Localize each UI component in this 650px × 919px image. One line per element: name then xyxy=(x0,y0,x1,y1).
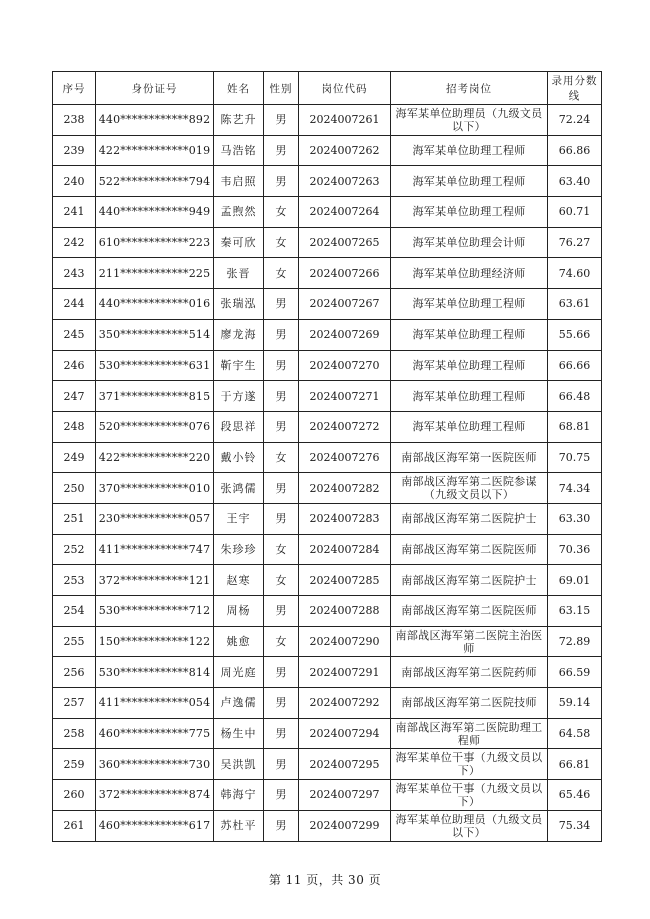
cell-name: 靳宇生 xyxy=(214,350,264,381)
cell-gender: 男 xyxy=(264,381,299,412)
cell-id-number: 422************220 xyxy=(96,442,214,473)
header-score: 录用分数线 xyxy=(548,72,602,105)
cell-id-number: 350************514 xyxy=(96,319,214,350)
cell-seq: 250 xyxy=(53,473,96,504)
cell-gender: 男 xyxy=(264,688,299,719)
score-table xyxy=(52,71,602,842)
cell-id-number: 530************814 xyxy=(96,657,214,688)
cell-post: 海军某单位干事（九级文员以下） xyxy=(391,749,548,780)
cell-score: 66.48 xyxy=(548,381,602,412)
table-row xyxy=(53,534,602,565)
cell-post-code: 2024007284 xyxy=(299,534,391,565)
table-row xyxy=(53,718,602,749)
cell-post-code: 2024007269 xyxy=(299,319,391,350)
cell-score: 66.59 xyxy=(548,657,602,688)
cell-seq: 244 xyxy=(53,289,96,320)
table-row xyxy=(53,657,602,688)
table-body xyxy=(53,105,602,842)
cell-name: 朱珍珍 xyxy=(214,534,264,565)
cell-seq: 259 xyxy=(53,749,96,780)
table-row xyxy=(53,166,602,197)
cell-post-code: 2024007266 xyxy=(299,258,391,289)
header-post-code: 岗位代码 xyxy=(299,72,391,105)
cell-gender: 女 xyxy=(264,258,299,289)
table-row xyxy=(53,105,602,136)
cell-id-number: 211************225 xyxy=(96,258,214,289)
cell-score: 55.66 xyxy=(548,319,602,350)
cell-post-code: 2024007299 xyxy=(299,810,391,841)
cell-gender: 男 xyxy=(264,350,299,381)
table-row xyxy=(53,411,602,442)
cell-name: 戴小铃 xyxy=(214,442,264,473)
cell-seq: 253 xyxy=(53,565,96,596)
cell-post: 南部战区海军第二医院参谋（九级文员以下） xyxy=(391,473,548,504)
cell-id-number: 440************949 xyxy=(96,197,214,228)
table-header xyxy=(53,72,602,105)
cell-name: 卢逸儒 xyxy=(214,688,264,719)
cell-post: 南部战区海军第二医院技师 xyxy=(391,688,548,719)
cell-post: 海军某单位助理工程师 xyxy=(391,319,548,350)
cell-gender: 女 xyxy=(264,227,299,258)
cell-post-code: 2024007292 xyxy=(299,688,391,719)
cell-id-number: 370************010 xyxy=(96,473,214,504)
cell-id-number: 372************874 xyxy=(96,780,214,811)
cell-name: 杨生中 xyxy=(214,718,264,749)
cell-score: 69.01 xyxy=(548,565,602,596)
cell-seq: 243 xyxy=(53,258,96,289)
cell-post-code: 2024007294 xyxy=(299,718,391,749)
cell-score: 70.75 xyxy=(548,442,602,473)
cell-name: 张鸿儒 xyxy=(214,473,264,504)
cell-id-number: 460************775 xyxy=(96,718,214,749)
table-row xyxy=(53,197,602,228)
cell-seq: 256 xyxy=(53,657,96,688)
cell-seq: 261 xyxy=(53,810,96,841)
cell-gender: 男 xyxy=(264,503,299,534)
cell-id-number: 530************631 xyxy=(96,350,214,381)
cell-gender: 男 xyxy=(264,289,299,320)
table-row xyxy=(53,381,602,412)
cell-id-number: 411************747 xyxy=(96,534,214,565)
cell-post-code: 2024007282 xyxy=(299,473,391,504)
cell-seq: 260 xyxy=(53,780,96,811)
cell-seq: 258 xyxy=(53,718,96,749)
cell-gender: 男 xyxy=(264,166,299,197)
table-row xyxy=(53,442,602,473)
cell-id-number: 372************121 xyxy=(96,565,214,596)
cell-post-code: 2024007267 xyxy=(299,289,391,320)
cell-gender: 女 xyxy=(264,565,299,596)
cell-name: 张瑞泓 xyxy=(214,289,264,320)
cell-gender: 男 xyxy=(264,810,299,841)
cell-post: 南部战区海军第二医院医师 xyxy=(391,596,548,627)
cell-id-number: 530************712 xyxy=(96,596,214,627)
cell-seq: 240 xyxy=(53,166,96,197)
table-row xyxy=(53,135,602,166)
cell-post: 南部战区海军第二医院主治医师 xyxy=(391,626,548,657)
cell-post-code: 2024007290 xyxy=(299,626,391,657)
cell-name: 姚愈 xyxy=(214,626,264,657)
cell-post: 海军某单位助理会计师 xyxy=(391,227,548,258)
cell-score: 72.89 xyxy=(548,626,602,657)
cell-seq: 249 xyxy=(53,442,96,473)
cell-name: 廖龙海 xyxy=(214,319,264,350)
cell-post: 南部战区海军第二医院护士 xyxy=(391,503,548,534)
cell-post-code: 2024007264 xyxy=(299,197,391,228)
cell-id-number: 230************057 xyxy=(96,503,214,534)
cell-post: 海军某单位助理工程师 xyxy=(391,411,548,442)
cell-name: 马浩铭 xyxy=(214,135,264,166)
table-row xyxy=(53,565,602,596)
table-row xyxy=(53,473,602,504)
cell-id-number: 411************054 xyxy=(96,688,214,719)
cell-name: 秦可欣 xyxy=(214,227,264,258)
cell-seq: 257 xyxy=(53,688,96,719)
cell-name: 周杨 xyxy=(214,596,264,627)
cell-post: 海军某单位助理工程师 xyxy=(391,289,548,320)
cell-post: 南部战区海军第一医院医师 xyxy=(391,442,548,473)
cell-post-code: 2024007276 xyxy=(299,442,391,473)
cell-id-number: 610************223 xyxy=(96,227,214,258)
cell-name: 陈艺升 xyxy=(214,105,264,136)
header-seq: 序号 xyxy=(53,72,96,105)
cell-post: 南部战区海军第二医院助理工程师 xyxy=(391,718,548,749)
cell-post-code: 2024007295 xyxy=(299,749,391,780)
cell-score: 63.40 xyxy=(548,166,602,197)
cell-id-number: 522************794 xyxy=(96,166,214,197)
header-post: 招考岗位 xyxy=(391,72,548,105)
cell-score: 63.61 xyxy=(548,289,602,320)
cell-score: 72.24 xyxy=(548,105,602,136)
cell-seq: 245 xyxy=(53,319,96,350)
cell-score: 60.71 xyxy=(548,197,602,228)
cell-post-code: 2024007270 xyxy=(299,350,391,381)
header-row xyxy=(53,72,602,105)
cell-seq: 251 xyxy=(53,503,96,534)
cell-name: 韩海宁 xyxy=(214,780,264,811)
cell-post: 海军某单位助理经济师 xyxy=(391,258,548,289)
cell-seq: 252 xyxy=(53,534,96,565)
cell-post-code: 2024007288 xyxy=(299,596,391,627)
cell-score: 75.34 xyxy=(548,810,602,841)
cell-score: 74.34 xyxy=(548,473,602,504)
cell-gender: 男 xyxy=(264,780,299,811)
cell-id-number: 371************815 xyxy=(96,381,214,412)
cell-gender: 男 xyxy=(264,105,299,136)
cell-post-code: 2024007265 xyxy=(299,227,391,258)
cell-name: 吴洪凯 xyxy=(214,749,264,780)
cell-gender: 女 xyxy=(264,197,299,228)
cell-score: 65.46 xyxy=(548,780,602,811)
cell-id-number: 520************076 xyxy=(96,411,214,442)
table-row xyxy=(53,258,602,289)
cell-post: 海军某单位助理工程师 xyxy=(391,197,548,228)
cell-post: 海军某单位助理工程师 xyxy=(391,381,548,412)
cell-seq: 238 xyxy=(53,105,96,136)
cell-score: 66.66 xyxy=(548,350,602,381)
cell-id-number: 422************019 xyxy=(96,135,214,166)
cell-name: 王宇 xyxy=(214,503,264,534)
table-row xyxy=(53,626,602,657)
table-row xyxy=(53,319,602,350)
cell-name: 张晋 xyxy=(214,258,264,289)
cell-gender: 女 xyxy=(264,534,299,565)
cell-post-code: 2024007263 xyxy=(299,166,391,197)
cell-post-code: 2024007297 xyxy=(299,780,391,811)
cell-score: 68.81 xyxy=(548,411,602,442)
cell-post-code: 2024007261 xyxy=(299,105,391,136)
cell-seq: 239 xyxy=(53,135,96,166)
table-row xyxy=(53,810,602,841)
cell-post: 海军某单位助理员（九级文员以下） xyxy=(391,810,548,841)
cell-seq: 241 xyxy=(53,197,96,228)
cell-gender: 男 xyxy=(264,473,299,504)
cell-seq: 248 xyxy=(53,411,96,442)
page-number: 第 11 页，共 30 页 xyxy=(268,873,382,887)
cell-seq: 246 xyxy=(53,350,96,381)
cell-id-number: 440************892 xyxy=(96,105,214,136)
cell-score: 66.81 xyxy=(548,749,602,780)
cell-score: 76.27 xyxy=(548,227,602,258)
cell-gender: 女 xyxy=(264,626,299,657)
cell-post: 海军某单位助理工程师 xyxy=(391,166,548,197)
cell-post: 海军某单位助理员（九级文员以下） xyxy=(391,105,548,136)
cell-seq: 247 xyxy=(53,381,96,412)
cell-score: 63.15 xyxy=(548,596,602,627)
table-row xyxy=(53,289,602,320)
cell-seq: 254 xyxy=(53,596,96,627)
cell-gender: 男 xyxy=(264,319,299,350)
cell-post: 海军某单位干事（九级文员以下） xyxy=(391,780,548,811)
cell-post-code: 2024007262 xyxy=(299,135,391,166)
cell-post-code: 2024007272 xyxy=(299,411,391,442)
cell-gender: 男 xyxy=(264,411,299,442)
cell-name: 于方遂 xyxy=(214,381,264,412)
cell-score: 74.60 xyxy=(548,258,602,289)
cell-post-code: 2024007285 xyxy=(299,565,391,596)
cell-name: 韦启照 xyxy=(214,166,264,197)
table-row xyxy=(53,503,602,534)
cell-gender: 男 xyxy=(264,135,299,166)
table-row xyxy=(53,350,602,381)
cell-seq: 255 xyxy=(53,626,96,657)
cell-post-code: 2024007271 xyxy=(299,381,391,412)
cell-name: 苏杜平 xyxy=(214,810,264,841)
table-row xyxy=(53,227,602,258)
table-row xyxy=(53,688,602,719)
cell-gender: 男 xyxy=(264,718,299,749)
cell-post-code: 2024007283 xyxy=(299,503,391,534)
cell-gender: 男 xyxy=(264,749,299,780)
cell-id-number: 360************730 xyxy=(96,749,214,780)
cell-score: 70.36 xyxy=(548,534,602,565)
table-row xyxy=(53,780,602,811)
cell-post: 南部战区海军第二医院医师 xyxy=(391,534,548,565)
cell-id-number: 460************617 xyxy=(96,810,214,841)
cell-name: 段思祥 xyxy=(214,411,264,442)
cell-post: 海军某单位助理工程师 xyxy=(391,350,548,381)
cell-post-code: 2024007291 xyxy=(299,657,391,688)
table-row xyxy=(53,596,602,627)
cell-name: 周光庭 xyxy=(214,657,264,688)
table-row xyxy=(53,749,602,780)
header-gender: 性别 xyxy=(264,72,299,105)
cell-seq: 242 xyxy=(53,227,96,258)
cell-score: 66.86 xyxy=(548,135,602,166)
cell-post: 南部战区海军第二医院药师 xyxy=(391,657,548,688)
header-id: 身份证号 xyxy=(96,72,214,105)
cell-post: 海军某单位助理工程师 xyxy=(391,135,548,166)
cell-gender: 男 xyxy=(264,596,299,627)
cell-name: 孟煦然 xyxy=(214,197,264,228)
cell-score: 59.14 xyxy=(548,688,602,719)
cell-gender: 男 xyxy=(264,657,299,688)
cell-score: 64.58 xyxy=(548,718,602,749)
cell-score: 63.30 xyxy=(548,503,602,534)
cell-gender: 女 xyxy=(264,442,299,473)
cell-id-number: 150************122 xyxy=(96,626,214,657)
cell-id-number: 440************016 xyxy=(96,289,214,320)
cell-name: 赵寒 xyxy=(214,565,264,596)
header-name: 姓名 xyxy=(214,72,264,105)
cell-post: 南部战区海军第二医院护士 xyxy=(391,565,548,596)
